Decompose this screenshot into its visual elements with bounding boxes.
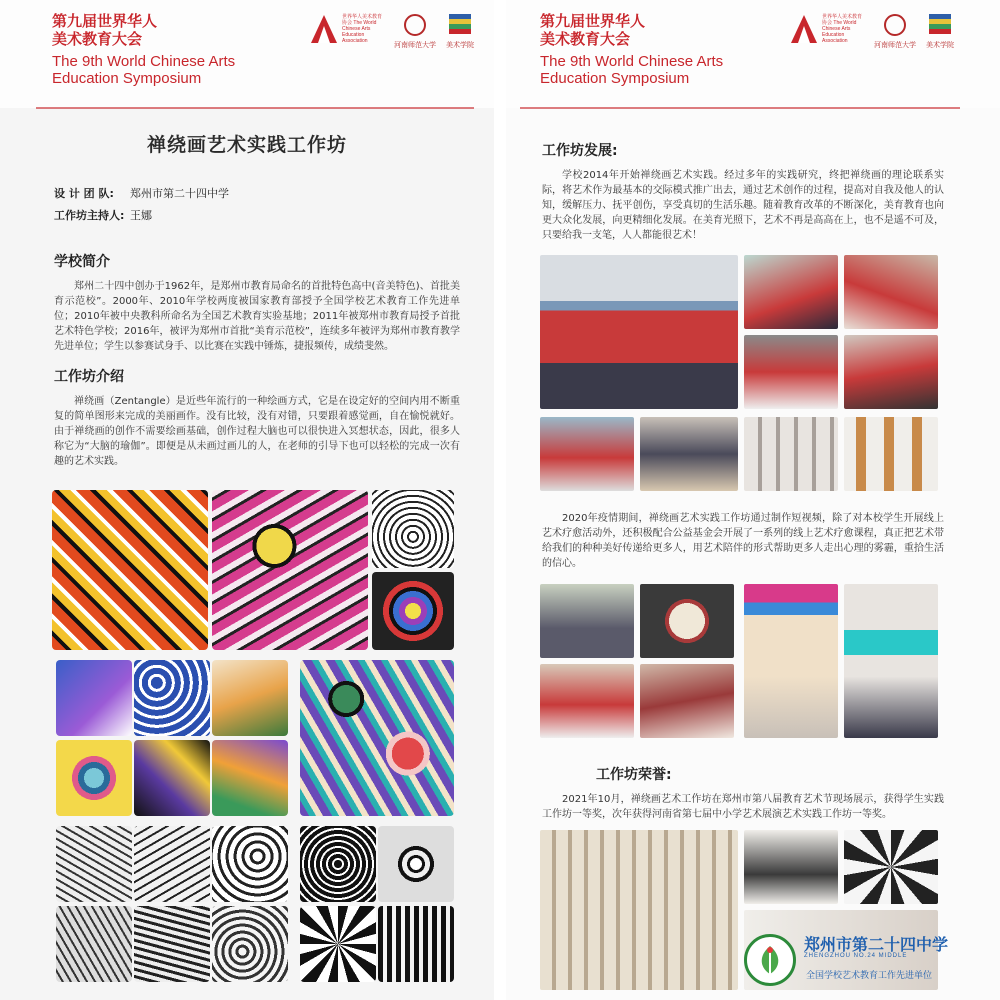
association-mark-icon — [790, 14, 818, 44]
exhibition-wall-photo — [540, 830, 738, 990]
college-logo-text: 美术学院 — [446, 41, 474, 49]
college-flag-icon — [449, 14, 471, 34]
university-logo — [874, 14, 916, 50]
university-logo — [394, 14, 436, 50]
activity-photo — [640, 417, 738, 491]
host-row — [54, 205, 494, 227]
workshop-intro-text: 禅绕画（Zentangle）是近些年流行的一种绘画方式，它是在设定好的空间内用不断重复的简单图形来完成的美丽画作。没有比较，没有对错，只要跟着感觉画，自在愉悦就好。由于禅绕画的创作不需要绘画基础，创作过程大脑也可以很快进入冥想状态，因此，很多人称它为“大脑的瑜伽”。即便是从未画过画儿的人，在老师的引导下也可以轻松的完成一次有趣的艺术实践。 — [54, 396, 460, 467]
zentangle-artwork-image — [134, 740, 210, 816]
student-drawing-photo — [744, 584, 838, 738]
school-intro-heading: 学校简介 — [54, 254, 110, 270]
activity-photo — [744, 335, 838, 409]
association-logo — [790, 14, 864, 44]
activity-photo — [640, 664, 734, 738]
activity-photo — [844, 335, 938, 409]
leaf-icon — [752, 942, 788, 978]
zentangle-artwork-image — [134, 660, 210, 736]
university-seal-icon — [404, 14, 426, 36]
zentangle-artwork-image — [56, 740, 132, 816]
activity-photo — [744, 255, 838, 329]
college-logo-text: 美术学院 — [926, 41, 954, 49]
zh-line-2: 美术教育大会 — [540, 30, 631, 48]
association-logo-text: 世界华人美术教育协会 The World Chinese Arts Education Association — [342, 14, 383, 44]
design-team-label: 设 计 团 队: — [54, 187, 114, 200]
artwork-row-2 — [56, 660, 454, 816]
en-line-2: Education Symposium — [52, 70, 202, 87]
zentangle-artwork-image — [56, 826, 132, 902]
zentangle-artwork-image — [56, 906, 132, 982]
association-logo-text: 世界华人美术教育协会 The World Chinese Arts Education Association — [822, 14, 863, 44]
zh-line-1: 第九届世界华人 — [52, 12, 158, 30]
university-seal-icon — [884, 14, 906, 36]
zentangle-artwork-image — [378, 906, 454, 982]
online-activity-photos — [540, 584, 940, 738]
workshop-intro-heading: 工作坊介绍 — [54, 369, 124, 385]
right-header — [506, 0, 1000, 108]
school-emblem-icon — [744, 934, 796, 986]
workshop-meta — [54, 183, 494, 227]
exhibition-photo — [844, 417, 938, 491]
left-page — [0, 0, 494, 1000]
zentangle-artwork-image — [56, 660, 132, 736]
symposium-title-en — [540, 53, 780, 87]
zentangle-artwork-image — [372, 490, 454, 568]
zentangle-artwork-image — [212, 826, 288, 902]
school-intro-text: 郑州二十四中创办于1962年，是郑州市教育局命名的首批特色高中(音美特色)、首批美育示范校”。2000年、2010年学校两度被国家教育部授予全国学校艺术教育工作先进单位；2010年被中央教科所命名为全国艺术教育实验基地；2011年被郑州市教育局授予首批艺术特色学校；2016年，被评为郑州市首批“美育示范校”，连续多年被评为郑州市教育教学先进单位；学生以参赛试身手、以比赛在实践中锤炼，捷报频传，成绩斐然。 — [54, 281, 460, 352]
college-logo — [926, 14, 954, 50]
symposium-title-zh — [540, 12, 700, 48]
exhibition-photo — [844, 830, 938, 904]
sponsor-logos — [790, 14, 954, 50]
classroom-photo — [540, 255, 738, 409]
university-logo-text: 河南师范大学 — [874, 41, 916, 49]
symposium-title-en — [52, 53, 292, 87]
zentangle-artwork-image — [212, 740, 288, 816]
college-logo — [446, 14, 474, 50]
zentangle-artwork-image — [212, 906, 288, 982]
workshop-title: 禅绕画艺术实践工作坊 — [146, 134, 347, 156]
zentangle-artwork-image — [372, 572, 454, 650]
zentangle-artwork-image — [300, 660, 454, 816]
association-mark-icon — [310, 14, 338, 44]
exhibition-photo — [744, 830, 838, 904]
activity-photo — [540, 417, 634, 491]
activity-photo — [540, 584, 634, 658]
symposium-title-zh — [52, 12, 212, 48]
en-line-2: Education Symposium — [540, 70, 690, 87]
covid-text: 2020年疫情期间，禅绕画艺术实践工作坊通过制作短视频，除了对本校学生开展线上艺术疗愈活动外，还积极配合公益基金会开展了一系列的线上艺术疗愈课程，真正把艺术带给我们的种种美好传递给更多人，用艺术陪伴的形式帮助更多人走出心理的雾霾，重拾生活的信心。 — [542, 513, 944, 569]
college-flag-icon — [929, 14, 951, 34]
development-text: 学校2014年开始禅绕画艺术实践。经过多年的实践研究，终把禅绕画的理论联系实际，将艺术作为最基本的交际模式推广出去，通过艺术创作的过程，提高对自我及他人的认知，缓解压力、抚平创伤，享受真切的生活乐趣。随着教育改革的不断深化，美育教育也向更大众化发展，向更精细化发展。在美育光照下，艺术不再是高高在上，也不是遥不可及，只要给我一支笔，人人都能很艺术！ — [542, 170, 944, 241]
activity-photo — [844, 255, 938, 329]
honor-heading: 工作坊荣誉: — [596, 767, 672, 783]
zentangle-artwork-image — [212, 660, 288, 736]
online-class-photo — [844, 584, 938, 738]
school-name-pinyin: ZHENGZHOU NO.24 MIDDLE — [804, 953, 908, 959]
design-team-row — [54, 183, 494, 205]
en-line-1: The 9th World Chinese Arts — [540, 53, 724, 70]
zentangle-artwork-image — [300, 906, 376, 982]
host-label: 工作坊主持人: — [54, 209, 125, 222]
en-line-1: The 9th World Chinese Arts — [52, 53, 236, 70]
development-heading: 工作坊发展: — [542, 143, 618, 159]
sponsor-logos — [310, 14, 474, 50]
school-honor-subtitle: 全国学校艺术教育工作先进单位 — [806, 971, 933, 981]
zentangle-artwork-image — [212, 490, 368, 650]
left-header — [0, 0, 494, 108]
university-logo-text: 河南师范大学 — [394, 41, 436, 49]
zentangle-artwork-image — [134, 826, 210, 902]
exhibition-photo — [744, 417, 838, 491]
header-divider — [520, 107, 960, 109]
design-team-value: 郑州市第二十四中学 — [130, 187, 229, 200]
host-value: 王娜 — [130, 209, 152, 222]
zh-line-2: 美术教育大会 — [52, 30, 143, 48]
activity-photo — [540, 664, 634, 738]
zentangle-artwork-image — [52, 490, 208, 650]
honor-text: 2021年10月，禅绕画艺术工作坊在郑州市第八届教育艺术节现场展示，获得学生实践工作坊一等奖，次年获得河南省第七届中小学艺术展演艺术实践工作坊一等奖。 — [542, 794, 944, 820]
association-logo — [310, 14, 384, 44]
zh-line-1: 第九届世界华人 — [540, 12, 646, 30]
school-name: 郑州市第二十四中学 — [804, 935, 949, 954]
artwork-row-3 — [56, 826, 454, 982]
activity-photo — [640, 584, 734, 658]
zentangle-artwork-image — [300, 826, 376, 902]
header-divider — [36, 107, 474, 109]
page-gap — [494, 0, 506, 1000]
artwork-row-1 — [52, 490, 454, 650]
zentangle-artwork-image — [378, 826, 454, 902]
right-page — [506, 0, 1000, 1000]
school-badge — [744, 928, 988, 994]
zentangle-artwork-image — [134, 906, 210, 982]
activity-photos — [540, 255, 940, 491]
